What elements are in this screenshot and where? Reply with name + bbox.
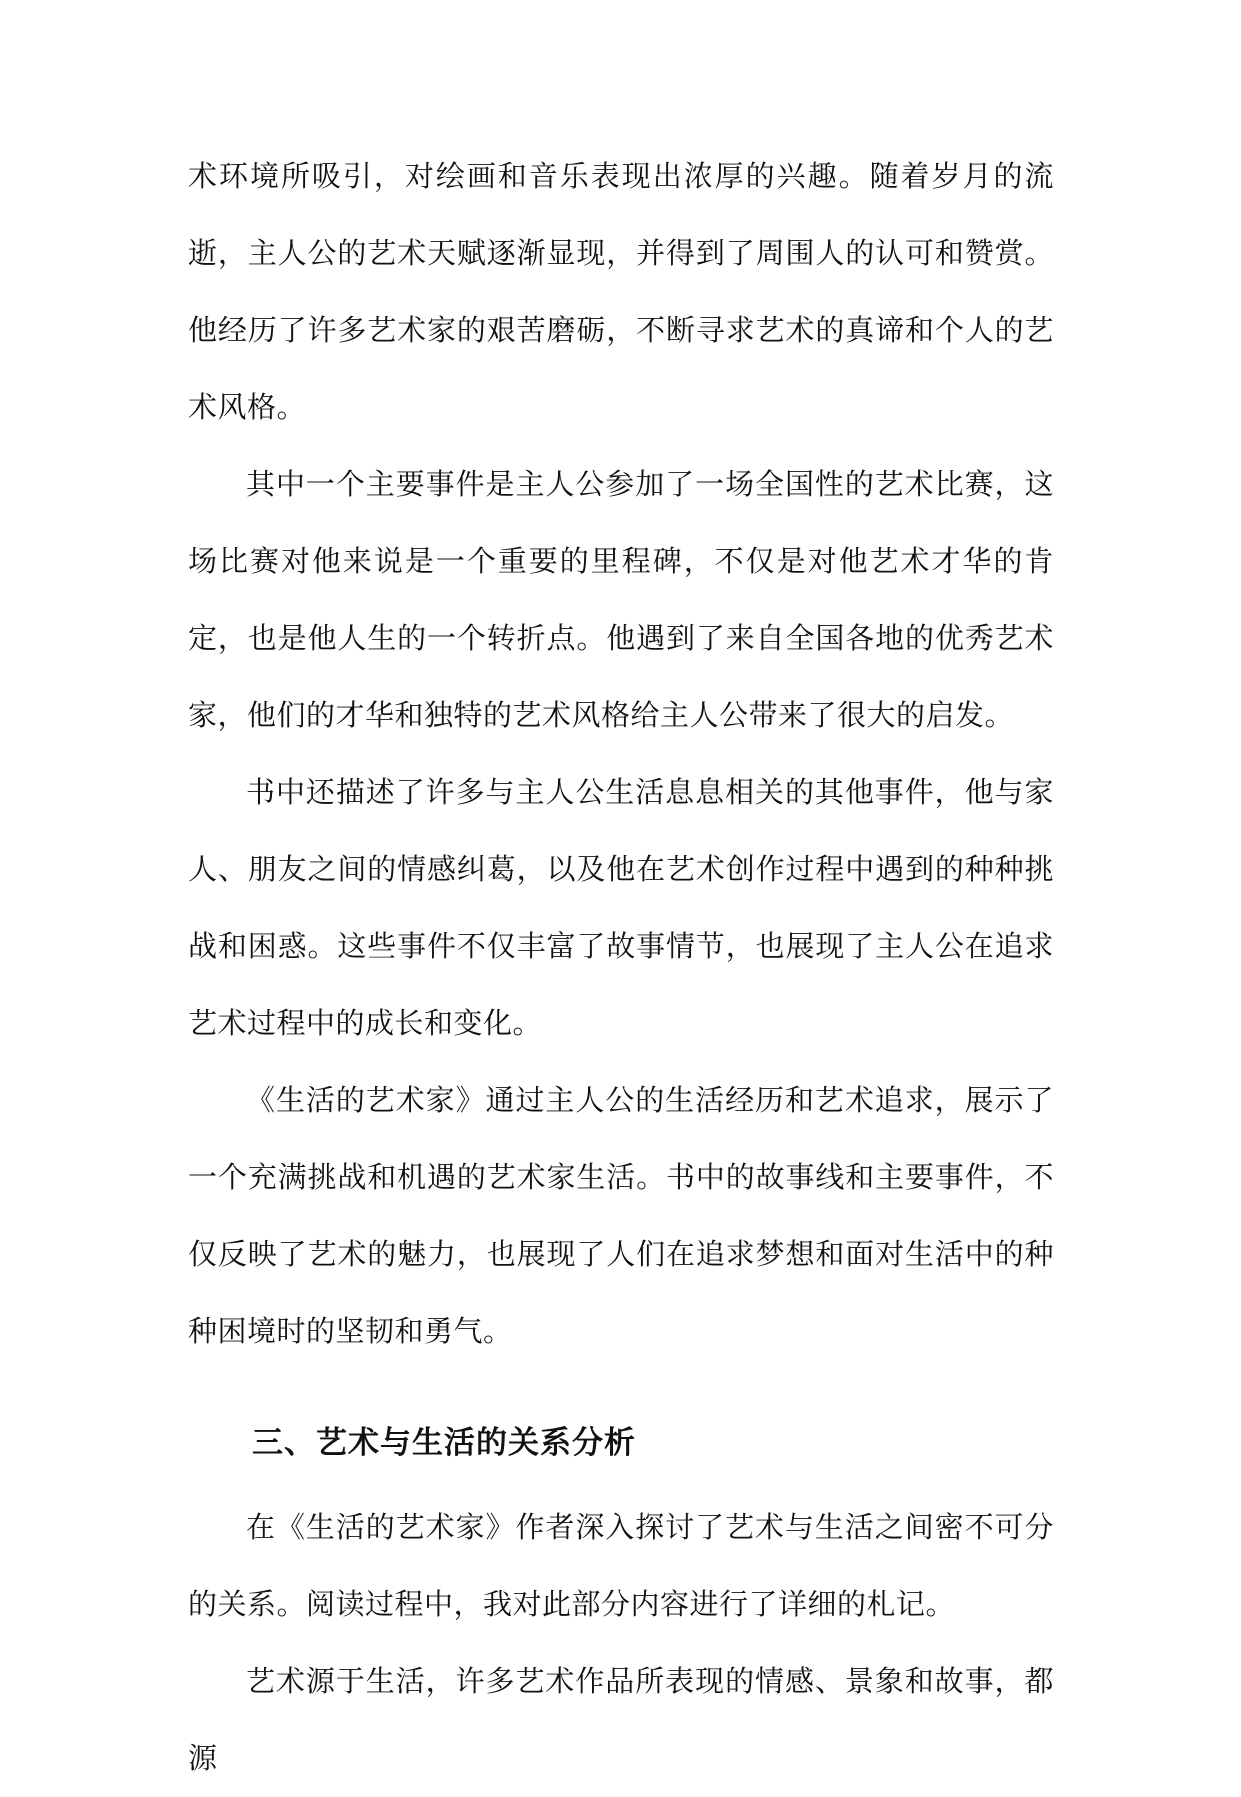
document-body: [188, 138, 1054, 1797]
paragraph-3: 书中还描述了许多与主人公生活息息相关的其他事件，他与家人、朋友之间的情感纠葛，以及他在艺术创作过程中遇到的种种挑战和困惑。这些事件不仅丰富了故事情节，也展现了主人公在追求艺术过程中的成长和变化。: [188, 775, 1054, 1040]
section-heading: 三、艺术与生活的关系分析: [252, 1425, 636, 1461]
paragraph-2: 其中一个主要事件是主人公参加了一场全国性的艺术比赛，这场比赛对他来说是一个重要的里程碑，不仅是对他艺术才华的肯定，也是他人生的一个转折点。他遇到了来自全国各地的优秀艺术家，他们的才华和独特的艺术风格给主人公带来了很大的启发。: [188, 467, 1054, 732]
paragraph-1: 术环境所吸引，对绘画和音乐表现出浓厚的兴趣。随着岁月的流逝，主人公的艺术天赋逐渐显现，并得到了周围人的认可和赞赏。他经历了许多艺术家的艰苦磨砺，不断寻求艺术的真谛和个人的艺术风格。: [188, 159, 1054, 424]
paragraph-5: 在《生活的艺术家》作者深入探讨了艺术与生活之间密不可分的关系。阅读过程中，我对此部分内容进行了详细的札记。: [188, 1510, 1054, 1621]
paragraph-6: 艺术源于生活，许多艺术作品所表现的情感、景象和故事，都源: [188, 1664, 1054, 1775]
paragraph-4: 《生活的艺术家》通过主人公的生活经历和艺术追求，展示了一个充满挑战和机遇的艺术家生活。书中的故事线和主要事件，不仅反映了艺术的魅力，也展现了人们在追求梦想和面对生活中的种种困境时的坚韧和勇气。: [188, 1083, 1054, 1348]
